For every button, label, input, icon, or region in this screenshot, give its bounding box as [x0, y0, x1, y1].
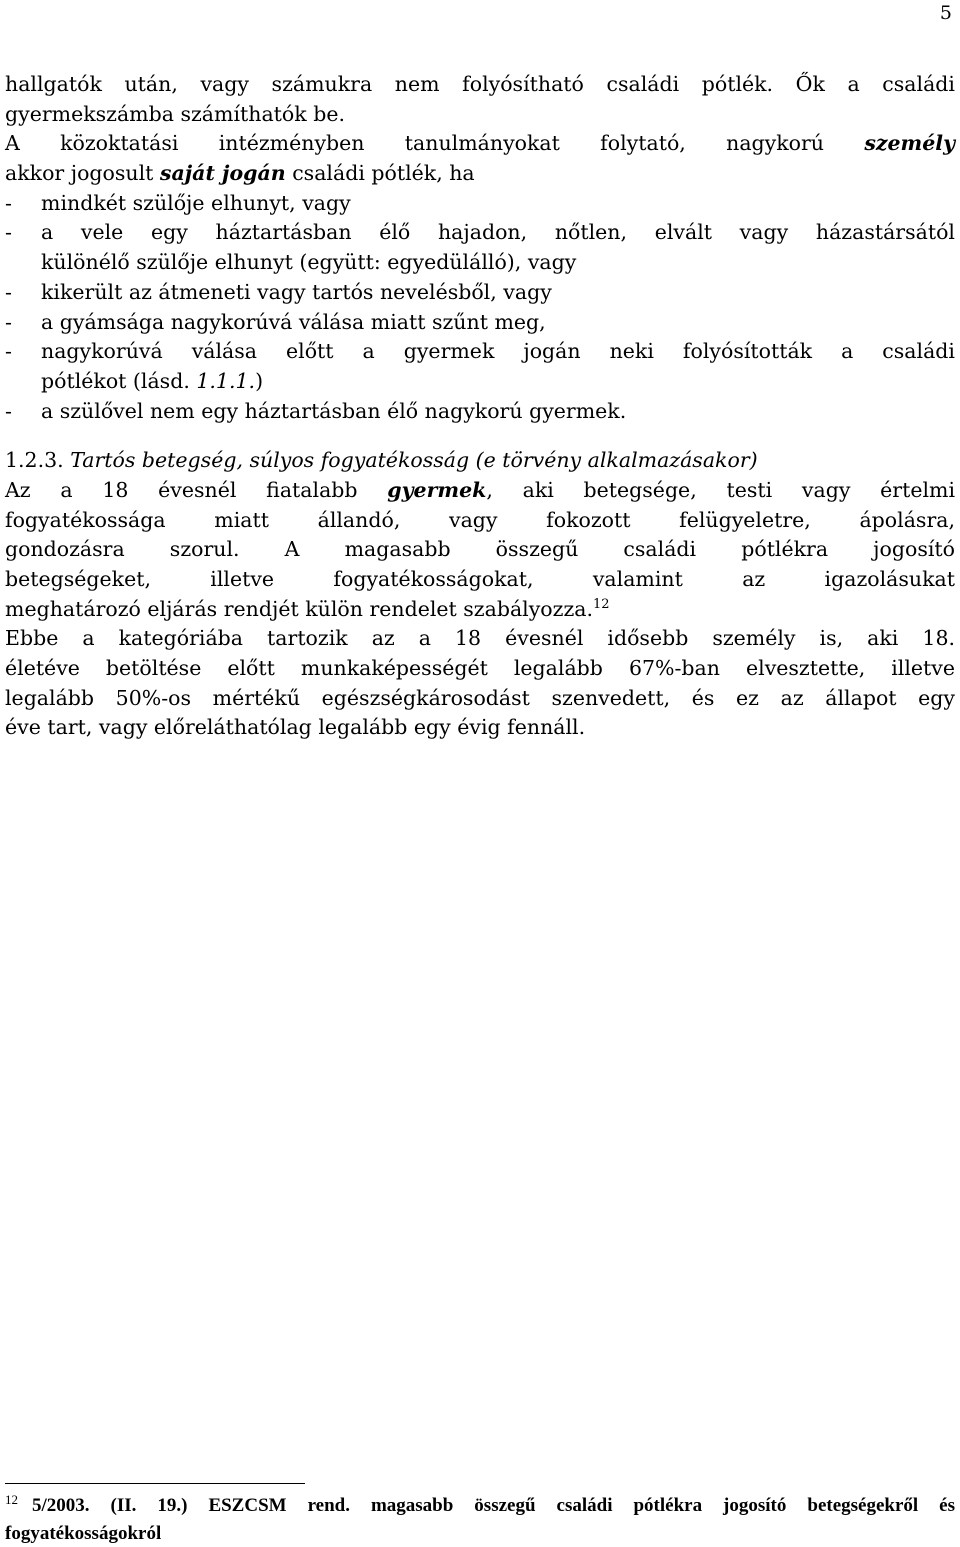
footnote-text-continuation: fogyatékosságokról [5, 1523, 162, 1544]
list-item-continuation: pótlékot (lásd. 1.1.1.) [41, 368, 264, 393]
text-line: A közoktatási intézményben tanulmányokat folytató, nagykorú személy [5, 131, 955, 156]
page-number: 5 [939, 2, 952, 24]
section-number: 1.2.3. [5, 448, 64, 473]
emphasis-term: saját jogán [159, 161, 286, 186]
footnote-text: 5/2003. (II. 19.) ESZCSM rend. magasabb összegű családi pótlékra jogosító betegségekről és [32, 1495, 955, 1516]
text-line: gyermekszámba számíthatók be. [5, 101, 345, 126]
document-body [5, 70, 955, 743]
list-item: - a vele egy háztartásban élő hajadon, nőtlen, elvált vagy házastársától [5, 220, 955, 245]
footnote-divider [5, 1483, 305, 1484]
footnote-reference[interactable]: 12 [592, 596, 610, 612]
text-line: meghatározó eljárás rendjét külön rendelet szabályozza.$^{12}$ [5, 596, 610, 621]
list-item: - nagykorúvá válása előtt a gyermek jogán neki folyósították a családi [5, 339, 955, 364]
text-line: gondozásra szorul. A magasabb összegű családi pótlékra jogosító [5, 537, 955, 562]
list-item: - a gyámsága nagykorúvá válása miatt szűnt meg, [5, 309, 546, 334]
text-line: hallgatók után, vagy számukra nem folyósítható családi pótlék. Ők a családi [5, 72, 955, 96]
text-line: Ebbe a kategóriába tartozik az a 18 évesnél idősebb személy is, aki 18. [5, 626, 955, 651]
footnote [5, 1492, 955, 1547]
text-line: betegségeket, illetve fogyatékosságokat, valamint az igazolásukat [5, 567, 955, 591]
list-item-continuation: különélő szülője elhunyt (együtt: egyedülálló), vagy [41, 250, 577, 275]
list-item: - kikerült az átmeneti vagy tartós nevelésből, vagy [5, 279, 552, 304]
text-line: éve tart, vagy előreláthatólag legalább egy évig fennáll. [5, 715, 586, 740]
section-title: Tartós betegség, súlyos fogyatékosság (e törvény alkalmazásakor) [63, 448, 758, 473]
emphasis-term: gyermek [387, 477, 487, 502]
section-heading [5, 446, 955, 476]
text-line: legalább 50%-os mértékű egészségkárosodást szenvedett, és ez az állapot egy [5, 685, 955, 710]
list-item: - a szülővel nem egy háztartásban élő nagykorú gyermek. [5, 398, 627, 423]
text-line: Az a 18 évesnél fiatalabb gyermek, aki betegsége, testi vagy értelmi [5, 477, 955, 502]
text-line: életéve betöltése előtt munkaképességét legalább 67%-ban elvesztette, illetve [5, 656, 955, 681]
text-line: fogyatékossága miatt állandó, vagy fokozott felügyeletre, ápolásra, [5, 507, 955, 532]
text-line: akkor jogosult saját jogán családi pótlék, ha [5, 161, 475, 186]
emphasis-term: személy [864, 131, 955, 156]
list-item: - mindkét szülője elhunyt, vagy [5, 190, 351, 215]
footnote-number: 12 [5, 1492, 18, 1507]
